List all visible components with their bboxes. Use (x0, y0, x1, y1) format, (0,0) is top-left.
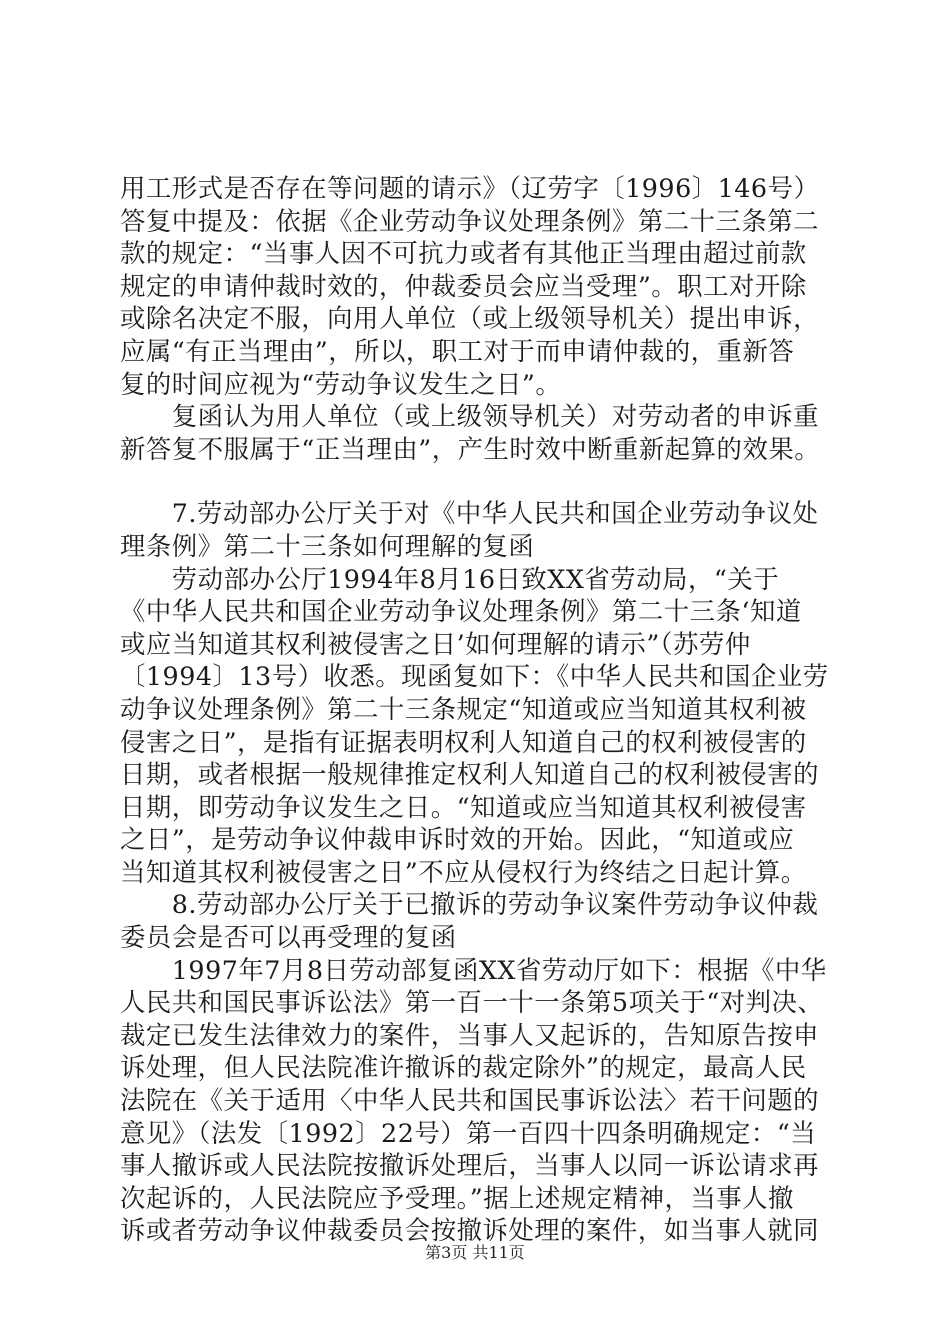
text-line: 《中华人民共和国企业劳动争议处理条例》第二十三条‘知道 (120, 596, 802, 627)
text-line: 诉处理，但人民法院准许撤诉的裁定除外”的规定，最高人民 (120, 1052, 807, 1083)
text-line: 裁定已发生法律效力的案件，当事人又起诉的，告知原告按申 (120, 1019, 820, 1050)
text-line: 侵害之日”，是指有证据表明权利人知道自己的权利被侵害的 (120, 726, 807, 757)
paragraph-1 (120, 172, 832, 400)
text-line: 当知道其权利被侵害之日”不应从侵权行为终结之日起计算。 (120, 856, 807, 887)
heading-line: 8.劳动部办公厅关于已撤诉的劳动争议案件劳动争议仲裁 (120, 889, 819, 920)
page-number-footer: 第3页 共11页 (425, 1243, 525, 1262)
text-line: 款的规定：“当事人因不可抗力或者有其他正当理由超过前款 (120, 238, 807, 269)
text-line: 日期，即劳动争议发生之日。“知道或应当知道其权利被侵害 (120, 791, 807, 822)
text-line: 事人撤诉或人民法院按撤诉处理后，当事人以同一诉讼请求再 (120, 1150, 820, 1181)
text-line: 用工形式是否存在等问题的请示》（辽劳字〔1996〕146号） (120, 173, 820, 203)
document-page (120, 172, 832, 1247)
text-line: 法院在《关于适用〈中华人民共和国民事诉讼法〉若干问题的 (120, 1085, 820, 1116)
text-line: 应属“有正当理由”，所以，职工对于而申请仲裁的，重新答 (120, 335, 795, 366)
text-line: 人民共和国民事诉讼法》第一百一十一条第5项关于“对判决、 (120, 987, 824, 1018)
paragraph-spacer (120, 465, 832, 497)
heading-line: 7.劳动部办公厅关于对《中华人民共和国企业劳动争议处 (120, 498, 819, 529)
text-line: 〔1994〕13号）收悉。现函复如下：《中华人民共和国企业劳 (120, 661, 829, 692)
heading-line: 理条例》第二十三条如何理解的复函 (120, 530, 535, 561)
text-line: 意见》（法发〔1992〕22号）第一百四十四条明确规定：“当 (120, 1117, 817, 1148)
text-line: 动争议处理条例》第二十三条规定“知道或应当知道其权利被 (120, 693, 807, 724)
text-line: 复的时间应视为“劳动争议发生之日”。 (120, 368, 562, 399)
text-line: 复函认为用人单位（或上级领导机关）对劳动者的申诉重 (120, 401, 820, 432)
text-line: 或应当知道其权利被侵害之日’如何理解的请示”（苏劳仲 (120, 628, 751, 659)
text-line: 新答复不服属于“正当理由”，产生时效中断重新起算的效果。 (120, 433, 821, 464)
text-line: 规定的申请仲裁时效的，仲裁委员会应当受理”。职工对开除 (120, 270, 807, 301)
text-line: 1997年7月8日劳动部复函XX省劳动厅如下：根据《中华 (120, 954, 827, 985)
paragraph-2 (120, 400, 832, 465)
heading-line: 委员会是否可以再受理的复函 (120, 922, 457, 953)
text-line: 答复中提及：依据《企业劳动争议处理条例》第二十三条第二 (120, 205, 820, 236)
text-line: 诉或者劳动争议仲裁委员会按撤诉处理的案件，如当事人就同 (120, 1215, 820, 1246)
text-line: 之日”，是劳动争议仲裁申诉时效的开始。因此，“知道或应 (120, 824, 795, 855)
paragraph-4 (120, 954, 832, 1247)
text-line: 劳动部办公厅1994年8月16日致XX省劳动局，“关于 (120, 563, 780, 594)
paragraph-3 (120, 563, 832, 889)
section-heading-8 (120, 888, 832, 953)
section-heading-7 (120, 497, 832, 562)
text-line: 次起诉的，人民法院应予受理。”据上述规定精神，当事人撤 (120, 1182, 794, 1213)
text-line: 或除名决定不服，向用人单位（或上级领导机关）提出申诉， (120, 303, 820, 334)
text-line: 日期，或者根据一般规律推定权利人知道自己的权利被侵害的 (120, 759, 820, 790)
